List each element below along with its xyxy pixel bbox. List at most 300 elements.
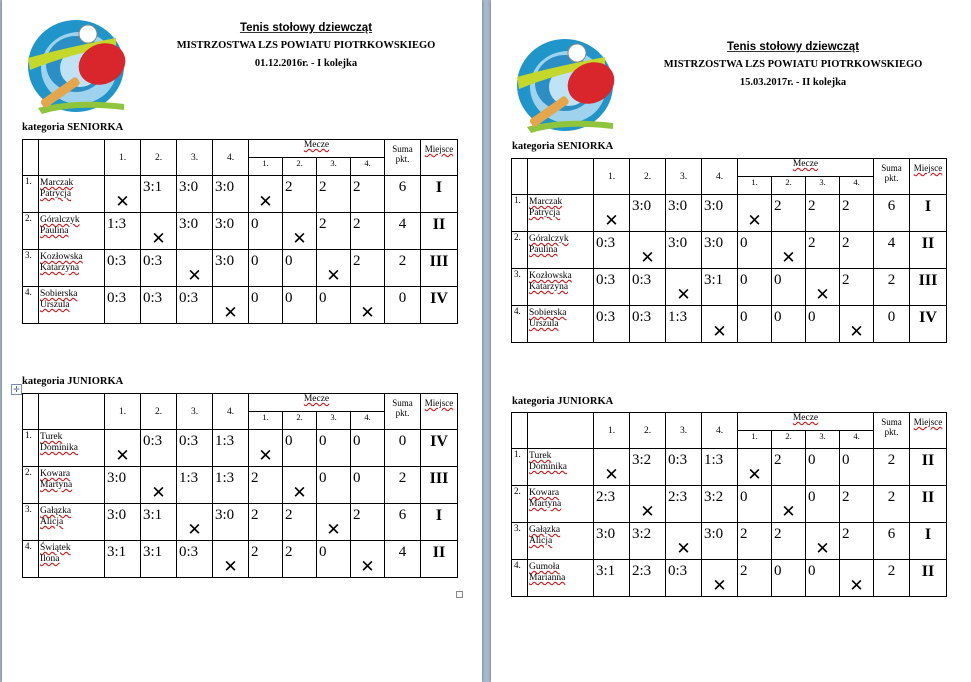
cross-icon: ✕ (738, 195, 772, 232)
score-cell: 0:3 (177, 287, 213, 324)
match-points-cell: 0 (283, 287, 317, 324)
player-name (528, 560, 594, 597)
header-suma-line2: pkt. (884, 173, 899, 183)
place-cell: II (910, 449, 947, 486)
player-name (39, 430, 105, 467)
header-blank-index (23, 140, 39, 176)
cross-icon: ✕ (213, 541, 249, 578)
header-mecze: Mecze (249, 140, 385, 158)
header-col-2: 2. (630, 159, 666, 195)
table-row (23, 467, 458, 504)
match-points-cell: 2 (840, 195, 874, 232)
cross-icon: ✕ (213, 287, 249, 324)
header-col-4: 4. (213, 140, 249, 176)
match-points-cell: 0 (283, 430, 317, 467)
match-points-cell: 2 (840, 269, 874, 306)
score-cell: 3:0 (213, 213, 249, 250)
score-cell: 1:3 (213, 467, 249, 504)
player-surname: Góralczyk (529, 234, 569, 244)
score-cell: 0:3 (630, 269, 666, 306)
match-points-cell: 0 (738, 269, 772, 306)
player-name (39, 541, 105, 578)
player-surname: Kowara (40, 469, 71, 479)
header-col-3: 3. (666, 413, 702, 449)
header-blank-index (512, 413, 528, 449)
header-blank-name (528, 159, 594, 195)
match-points-cell: 0 (351, 430, 385, 467)
place-cell: III (910, 269, 947, 306)
match-points-cell: 0 (249, 213, 283, 250)
row-index: 4. (512, 560, 528, 597)
score-cell: 3:1 (594, 560, 630, 597)
header-col-1: 1. (594, 413, 630, 449)
header-mecze-col-3: 3. (806, 431, 840, 449)
score-cell: 3:0 (105, 504, 141, 541)
header-suma (385, 140, 421, 176)
table-row (23, 213, 458, 250)
table-row (512, 523, 947, 560)
player-firstname: Paulina (40, 226, 69, 236)
cross-icon: ✕ (177, 250, 213, 287)
header-mecze-col-1: 1. (738, 177, 772, 195)
cross-icon: ✕ (249, 176, 283, 213)
sum-points-cell: 6 (385, 176, 421, 213)
header-miejsce (421, 394, 458, 430)
match-points-cell: 0 (806, 306, 840, 343)
player-firstname: Urszula (529, 319, 559, 329)
sum-points-cell: 4 (385, 213, 421, 250)
score-cell: 3:0 (177, 176, 213, 213)
header-suma-line2: pkt. (395, 408, 410, 418)
player-surname: Turek (40, 432, 63, 442)
place-cell: II (910, 232, 947, 269)
document-page-2 (491, 0, 971, 682)
header-miejsce (910, 413, 947, 449)
cross-icon: ✕ (317, 250, 351, 287)
score-cell: 1:3 (177, 467, 213, 504)
header-miejsce (910, 159, 947, 195)
sum-points-cell: 4 (874, 232, 910, 269)
player-name (528, 269, 594, 306)
document-title: Tenis stołowy dziewcząt (239, 22, 373, 34)
player-surname: Góralczyk (40, 215, 80, 225)
row-index: 1. (23, 176, 39, 213)
row-index: 3. (512, 269, 528, 306)
match-points-cell: 2 (351, 213, 385, 250)
header-col-3: 3. (666, 159, 702, 195)
header-suma-line2: pkt. (395, 154, 410, 164)
header-miejsce (421, 140, 458, 176)
match-points-cell: 2 (772, 449, 806, 486)
match-points-cell: 0 (249, 250, 283, 287)
sum-points-cell: 0 (874, 306, 910, 343)
score-cell: 0:3 (105, 287, 141, 324)
document-header (643, 41, 943, 88)
match-points-cell: 2 (249, 541, 283, 578)
match-points-cell: 0 (317, 467, 351, 504)
event-date: 01.12.2016r. - I kolejka (254, 58, 358, 69)
score-cell: 0:3 (177, 430, 213, 467)
player-surname: Sobierska (529, 308, 567, 318)
place-cell: III (421, 467, 458, 504)
player-surname: Sobierska (40, 289, 78, 299)
ping-pong-logo (513, 37, 621, 137)
row-index: 3. (23, 504, 39, 541)
score-cell: 3:0 (213, 250, 249, 287)
sum-points-cell: 2 (385, 467, 421, 504)
match-points-cell: 0 (840, 449, 874, 486)
cross-icon: ✕ (702, 560, 738, 597)
score-cell: 3:0 (666, 195, 702, 232)
player-surname: Gałązka (40, 506, 72, 516)
match-points-cell: 0 (772, 560, 806, 597)
score-cell: 3:0 (213, 176, 249, 213)
score-cell: 3:2 (702, 486, 738, 523)
match-points-cell: 0 (317, 430, 351, 467)
table-row (512, 195, 947, 232)
player-name (528, 306, 594, 343)
cross-icon: ✕ (630, 232, 666, 269)
cross-icon: ✕ (283, 467, 317, 504)
header-suma (385, 394, 421, 430)
cross-icon: ✕ (666, 269, 702, 306)
header-col-2: 2. (630, 413, 666, 449)
sum-points-cell: 2 (874, 269, 910, 306)
header-col-3: 3. (177, 394, 213, 430)
header-blank-name (528, 413, 594, 449)
score-cell: 2:3 (666, 486, 702, 523)
cross-icon: ✕ (840, 560, 874, 597)
row-index: 2. (512, 232, 528, 269)
match-points-cell: 2 (283, 541, 317, 578)
cross-icon: ✕ (249, 430, 283, 467)
match-points-cell: 2 (840, 232, 874, 269)
header-mecze-col-1: 1. (249, 158, 283, 176)
header-mecze: Mecze (738, 413, 874, 431)
sum-points-cell: 0 (385, 287, 421, 324)
header-mecze-col-3: 3. (317, 412, 351, 430)
table-row (512, 232, 947, 269)
match-points-cell: 0 (249, 287, 283, 324)
player-name (39, 176, 105, 213)
header-mecze-col-3: 3. (317, 158, 351, 176)
score-cell: 0:3 (666, 449, 702, 486)
table-row (23, 541, 458, 578)
document-header (156, 22, 456, 69)
header-col-1: 1. (594, 159, 630, 195)
header-suma (874, 159, 910, 195)
cross-icon: ✕ (283, 213, 317, 250)
match-points-cell: 2 (283, 504, 317, 541)
header-mecze-col-2: 2. (283, 412, 317, 430)
match-points-cell: 0 (317, 541, 351, 578)
score-cell: 0:3 (141, 430, 177, 467)
score-cell: 3:0 (177, 213, 213, 250)
score-cell: 3:0 (105, 467, 141, 504)
header-suma-line1: Suma (881, 417, 902, 427)
score-cell: 2:3 (594, 486, 630, 523)
table-row (23, 504, 458, 541)
results-table (22, 393, 458, 578)
place-cell: IV (910, 306, 947, 343)
match-points-cell: 2 (840, 523, 874, 560)
player-surname: Kowara (529, 488, 560, 498)
match-points-cell: 0 (738, 232, 772, 269)
results-table (511, 158, 947, 343)
header-col-1: 1. (105, 394, 141, 430)
place-cell: II (910, 560, 947, 597)
player-firstname: Dominika (40, 443, 78, 453)
player-name (39, 250, 105, 287)
header-mecze-col-1: 1. (738, 431, 772, 449)
header-mecze-col-4: 4. (351, 412, 385, 430)
table-row (512, 306, 947, 343)
header-blank-name (39, 140, 105, 176)
player-name (39, 213, 105, 250)
cross-icon: ✕ (105, 430, 141, 467)
event-date: 15.03.2017r. - II kolejka (739, 77, 847, 88)
cross-icon: ✕ (702, 306, 738, 343)
place-cell: IV (421, 287, 458, 324)
score-cell: 3:0 (594, 523, 630, 560)
place-cell: III (421, 250, 458, 287)
cross-icon: ✕ (105, 176, 141, 213)
player-name (528, 486, 594, 523)
match-points-cell: 2 (351, 176, 385, 213)
player-name (528, 523, 594, 560)
player-name (528, 449, 594, 486)
player-name (528, 232, 594, 269)
player-firstname: Alicja (529, 536, 553, 546)
match-points-cell: 2 (840, 486, 874, 523)
player-firstname: Alicja (40, 517, 64, 527)
header-col-2: 2. (141, 140, 177, 176)
score-cell: 3:1 (141, 504, 177, 541)
match-points-cell: 0 (351, 467, 385, 504)
match-points-cell: 0 (806, 560, 840, 597)
header-mecze-col-4: 4. (351, 158, 385, 176)
sum-points-cell: 2 (874, 486, 910, 523)
match-points-cell: 0 (317, 287, 351, 324)
sum-points-cell: 4 (385, 541, 421, 578)
table-row (512, 449, 947, 486)
header-suma (874, 413, 910, 449)
match-points-cell: 2 (317, 213, 351, 250)
match-points-cell: 2 (738, 560, 772, 597)
header-col-4: 4. (213, 394, 249, 430)
row-index: 3. (512, 523, 528, 560)
score-cell: 1:3 (105, 213, 141, 250)
match-points-cell: 0 (283, 250, 317, 287)
score-cell: 3:1 (141, 541, 177, 578)
place-cell: II (421, 213, 458, 250)
results-table (22, 139, 458, 324)
document-title: Tenis stołowy dziewcząt (726, 41, 860, 53)
score-cell: 1:3 (702, 449, 738, 486)
category-label: kategoria SENIORKA (22, 122, 124, 133)
player-surname: Gałązka (529, 525, 561, 535)
row-index: 4. (512, 306, 528, 343)
cross-icon: ✕ (141, 213, 177, 250)
championship-name: MISTRZOSTWA LZS POWIATU PIOTRKOWSKIEGO (663, 59, 923, 70)
ping-pong-logo (24, 18, 132, 118)
cross-icon: ✕ (141, 467, 177, 504)
match-points-cell: 0 (806, 486, 840, 523)
player-firstname: Martyna (40, 480, 73, 490)
cross-icon: ✕ (738, 449, 772, 486)
player-firstname: Dominika (529, 462, 567, 472)
place-cell: I (910, 195, 947, 232)
match-points-cell: 0 (772, 269, 806, 306)
player-surname: Marczak (529, 197, 563, 207)
header-col-4: 4. (702, 159, 738, 195)
cross-icon: ✕ (772, 486, 806, 523)
match-points-cell: 2 (806, 195, 840, 232)
cross-icon: ✕ (177, 504, 213, 541)
category-label: kategoria JUNIORKA (22, 376, 124, 387)
match-points-cell: 0 (772, 306, 806, 343)
header-col-4: 4. (702, 413, 738, 449)
header-mecze: Mecze (249, 394, 385, 412)
sum-points-cell: 2 (874, 560, 910, 597)
score-cell: 1:3 (213, 430, 249, 467)
match-points-cell: 2 (249, 504, 283, 541)
table-row (23, 176, 458, 213)
score-cell: 3:0 (702, 523, 738, 560)
match-points-cell: 2 (351, 250, 385, 287)
match-points-cell: 2 (317, 176, 351, 213)
table-resize-handle[interactable] (456, 591, 463, 598)
header-miejsce-label: Miejsce (424, 398, 454, 408)
header-blank-index (23, 394, 39, 430)
header-mecze-col-2: 2. (772, 177, 806, 195)
row-index: 4. (23, 287, 39, 324)
document-page-1 (2, 0, 482, 682)
score-cell: 3:0 (702, 195, 738, 232)
score-cell: 0:3 (141, 250, 177, 287)
score-cell: 0:3 (630, 306, 666, 343)
score-cell: 3:0 (666, 232, 702, 269)
score-cell: 2:3 (630, 560, 666, 597)
cross-icon: ✕ (351, 287, 385, 324)
match-points-cell: 2 (351, 504, 385, 541)
player-surname: Kozłowska (40, 252, 83, 262)
row-index: 3. (23, 250, 39, 287)
player-surname: Świątek (40, 543, 71, 553)
cross-icon: ✕ (806, 269, 840, 306)
cross-icon: ✕ (594, 449, 630, 486)
row-index: 2. (23, 213, 39, 250)
place-cell: IV (421, 430, 458, 467)
header-suma-line1: Suma (881, 163, 902, 173)
sum-points-cell: 6 (874, 195, 910, 232)
header-blank-index (512, 159, 528, 195)
header-col-1: 1. (105, 140, 141, 176)
player-name (39, 287, 105, 324)
score-cell: 1:3 (666, 306, 702, 343)
header-mecze-col-3: 3. (806, 177, 840, 195)
row-index: 1. (23, 430, 39, 467)
player-firstname: Marianna (529, 573, 566, 583)
cross-icon: ✕ (772, 232, 806, 269)
score-cell: 3:0 (702, 232, 738, 269)
table-row (512, 269, 947, 306)
match-points-cell: 2 (249, 467, 283, 504)
header-suma-line1: Suma (392, 398, 413, 408)
row-index: 2. (23, 467, 39, 504)
score-cell: 3:1 (141, 176, 177, 213)
player-firstname: Martyna (529, 499, 562, 509)
place-cell: II (421, 541, 458, 578)
score-cell: 3:1 (702, 269, 738, 306)
cross-icon: ✕ (317, 504, 351, 541)
score-cell: 3:0 (213, 504, 249, 541)
player-name (39, 504, 105, 541)
player-surname: Marczak (40, 178, 74, 188)
score-cell: 0:3 (105, 250, 141, 287)
header-col-3: 3. (177, 140, 213, 176)
player-firstname: Katarzyna (529, 282, 569, 292)
header-miejsce-label: Miejsce (913, 417, 943, 427)
sum-points-cell: 6 (874, 523, 910, 560)
place-cell: I (910, 523, 947, 560)
sum-points-cell: 2 (385, 250, 421, 287)
place-cell: II (910, 486, 947, 523)
row-index: 1. (512, 449, 528, 486)
score-cell: 3:2 (630, 523, 666, 560)
player-firstname: Patrycja (529, 208, 561, 218)
match-points-cell: 0 (806, 449, 840, 486)
score-cell: 3:2 (630, 449, 666, 486)
header-blank-name (39, 394, 105, 430)
category-label: kategoria SENIORKA (512, 141, 614, 152)
cross-icon: ✕ (594, 195, 630, 232)
score-cell: 3:1 (105, 541, 141, 578)
player-firstname: Paulina (529, 245, 558, 255)
row-index: 1. (512, 195, 528, 232)
place-cell: I (421, 504, 458, 541)
player-firstname: Ilona (40, 554, 60, 564)
header-mecze: Mecze (738, 159, 874, 177)
table-row (512, 560, 947, 597)
match-points-cell: 2 (772, 195, 806, 232)
score-cell: 0:3 (177, 541, 213, 578)
cross-icon: ✕ (630, 486, 666, 523)
player-firstname: Patrycja (40, 189, 72, 199)
cross-icon: ✕ (840, 306, 874, 343)
sum-points-cell: 0 (385, 430, 421, 467)
header-mecze-col-2: 2. (283, 158, 317, 176)
row-index: 4. (23, 541, 39, 578)
header-col-2: 2. (141, 394, 177, 430)
cross-icon: ✕ (351, 541, 385, 578)
match-points-cell: 2 (806, 232, 840, 269)
player-firstname: Katarzyna (40, 263, 80, 273)
match-points-cell: 0 (738, 306, 772, 343)
table-row (23, 287, 458, 324)
header-suma-line2: pkt. (884, 427, 899, 437)
score-cell: 3:0 (630, 195, 666, 232)
player-surname: Turek (529, 451, 552, 461)
match-points-cell: 2 (283, 176, 317, 213)
score-cell: 0:3 (666, 560, 702, 597)
match-points-cell: 2 (772, 523, 806, 560)
cross-icon: ✕ (666, 523, 702, 560)
header-miejsce-label: Miejsce (424, 144, 454, 154)
player-surname: Gumoła (529, 562, 560, 572)
table-row (512, 486, 947, 523)
move-handle-icon[interactable]: ✛ (11, 384, 22, 395)
